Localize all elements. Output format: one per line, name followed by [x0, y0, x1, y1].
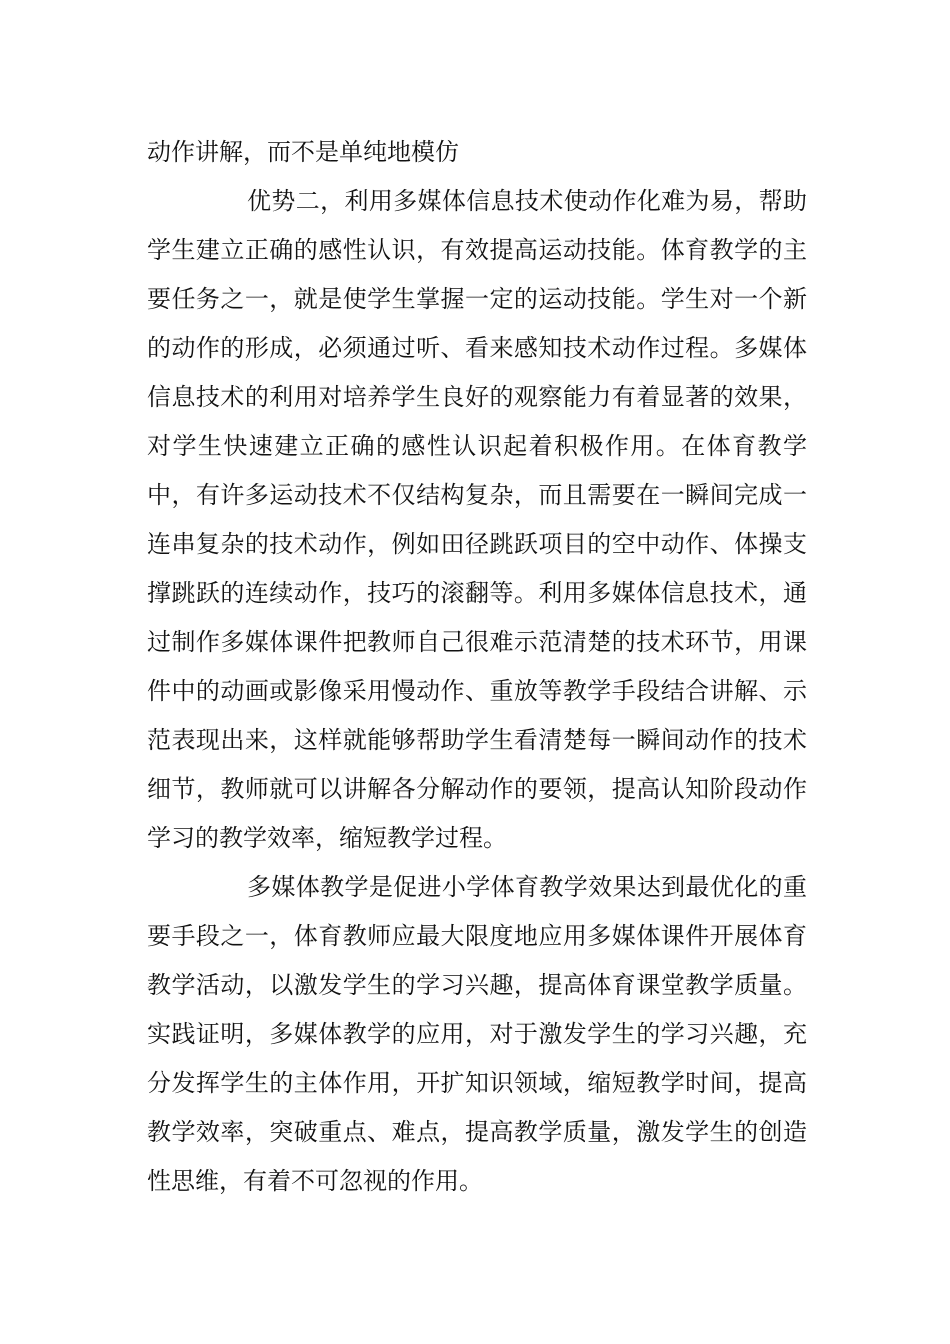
paragraph-advantage-two: 优势二，利用多媒体信息技术使动作化难为易，帮助学生建立正确的感性认识，有效提高运动技能。体育教学的主要任务之一，就是使学生掌握一定的运动技能。学生对一个新的动作的形成，必须通过听、看来感知技术动作过程。多媒体信息技术的利用对培养学生良好的观察能力有着显著的效果，对学生快速建立正确的感性认识起着积极作用。在体育教学中，有许多运动技术不仅结构复杂，而且需要在一瞬间完成一连串复杂的技术动作，例如田径跳跃项目的空中动作、体操支撑跳跃的连续动作，技巧的滚翻等。利用多媒体信息技术，通过制作多媒体课件把教师自己很难示范清楚的技术环节，用课件中的动画或影像采用慢动作、重放等教学手段结合讲解、示范表现出来，这样就能够帮助学生看清楚每一瞬间动作的技术细节，教师就可以讲解各分解动作的要领，提高认知阶段动作学习的教学效率，缩短教学过程。	[147, 187, 807, 852]
document-body	[147, 128, 807, 1206]
paragraph-conclusion: 多媒体教学是促进小学体育教学效果达到最优化的重要手段之一，体育教师应最大限度地应用多媒体课件开展体育教学活动，以激发学生的学习兴趣，提高体育课堂教学质量。实践证明，多媒体教学的应用，对于激发学生的学习兴趣，充分发挥学生的主体作用，开扩知识领域，缩短教学时间，提高教学效率，突破重点、难点，提高教学质量，激发学生的创造性思维，有着不可忽视的作用。	[147, 873, 807, 1195]
paragraph-continuation: 动作讲解，而不是单纯地模仿	[147, 138, 459, 166]
